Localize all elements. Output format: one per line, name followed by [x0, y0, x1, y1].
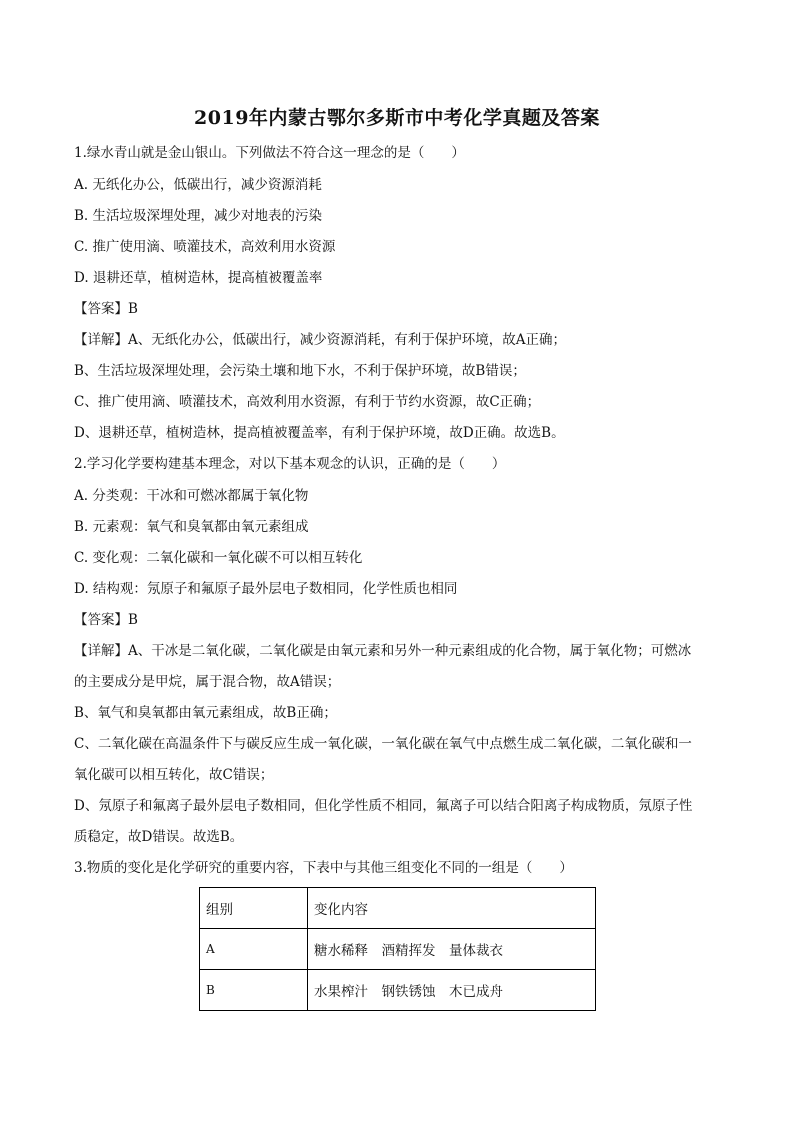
table-row — [200, 970, 596, 1011]
explanation-line: C、二氧化碳在高温条件下与碳反应生成一氧化碳，一氧化碳在氧气中点燃生成二氧化碳，二氧化碳和一 — [74, 736, 692, 752]
explanation-line: 质稳定，故D错误。故选B。 — [74, 829, 244, 845]
table-row — [200, 929, 596, 970]
table-cell-group: A — [200, 929, 308, 970]
table-cell-content: 水果榨汁 钢铁锈蚀 木已成舟 — [308, 970, 596, 1011]
answer: 【答案】B — [74, 301, 138, 317]
explanation-line: B、生活垃圾深埋处理，会污染土壤和地下水，不利于保护环境，故B错误； — [74, 363, 526, 379]
question-3: 3.物质的变化是化学研究的重要内容，下表中与其他三组变化不同的一组是（ ） — [74, 860, 573, 876]
option-c: C. 推广使用滴、喷灌技术，高效利用水资源 — [74, 239, 336, 255]
option-a: A. 无纸化办公，低碳出行，减少资源消耗 — [74, 177, 322, 193]
explanation-line: D、氖原子和氟离子最外层电子数相同，但化学性质不相同，氟离子可以结合阳离子构成物质，氖原子性 — [74, 798, 693, 814]
option-c: C. 变化观：二氧化碳和一氧化碳不可以相互转化 — [74, 550, 363, 566]
option-a: A. 分类观：干冰和可燃冰都属于氧化物 — [74, 488, 309, 504]
question-1: 1.绿水青山就是金山银山。下列做法不符合这一理念的是（ ） — [74, 145, 465, 161]
table-cell-content: 糖水稀释 酒精挥发 量体裁衣 — [308, 929, 596, 970]
question-2: 2.学习化学要构建基本理念，对以下基本观念的认识，正确的是（ ） — [74, 456, 506, 472]
explanation-line: C、推广使用滴、喷灌技术，高效利用水资源，有利于节约水资源，故C正确； — [74, 394, 541, 410]
explanation-line: 的主要成分是甲烷，属于混合物，故A错误； — [74, 674, 341, 690]
option-d: D. 退耕还草，植树造林，提高植被覆盖率 — [74, 270, 323, 286]
answer: 【答案】B — [74, 612, 138, 628]
table-header-group: 组别 — [200, 888, 308, 929]
explanation-line: 【详解】A、干冰是二氧化碳，二氧化碳是由氧元素和另外一种元素组成的化合物，属于氧化物；可燃冰 — [74, 643, 692, 659]
table-header-row — [200, 888, 596, 929]
explanation-line: 氧化碳可以相互转化，故C错误； — [74, 767, 274, 783]
table-header-content: 变化内容 — [308, 888, 596, 929]
page-title: 2019年内蒙古鄂尔多斯市中考化学真题及答案 — [194, 107, 600, 129]
explanation-line: D、退耕还草，植树造林，提高植被覆盖率，有利于保护环境，故D正确。故选B。 — [74, 425, 565, 441]
change-table — [199, 887, 596, 1011]
explanation-line: B、氧气和臭氧都由氧元素组成，故B正确； — [74, 705, 337, 721]
option-b: B. 生活垃圾深埋处理，减少对地表的污染 — [74, 208, 323, 224]
option-b: B. 元素观：氧气和臭氧都由氧元素组成 — [74, 519, 309, 535]
option-d: D. 结构观：氖原子和氟原子最外层电子数相同，化学性质也相同 — [74, 581, 458, 597]
table-cell-group: B — [200, 970, 308, 1011]
explanation-line: 【详解】A、无纸化办公，低碳出行，减少资源消耗，有利于保护环境，故A正确； — [74, 332, 566, 348]
